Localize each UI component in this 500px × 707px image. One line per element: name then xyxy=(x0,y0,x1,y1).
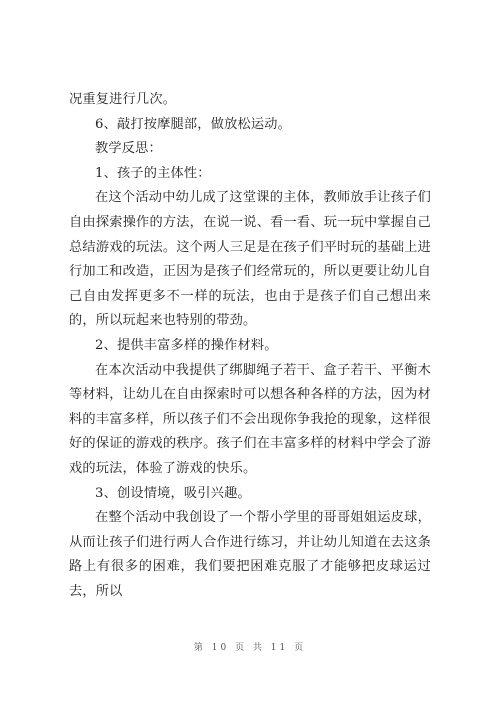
subheading-3: 3、创设情境，吸引兴趣。 xyxy=(95,485,251,501)
paragraph-2: 在本次活动中我提供了绑脚绳子若干、盒子若干、平衡木等材料，让幼儿在自由探索时可以想各种各样的方法，因为材料的丰富多样，所以孩子们不会出现你争我抢的现象，这样很好的保证的游戏的秩序。孩子们在丰富多样的材料中学会了游戏的玩法，体验了游戏的快乐。 xyxy=(69,362,431,476)
section-heading-reflection: 教学反思： xyxy=(95,141,162,157)
paragraph-continuation: 况重复进行几次。 xyxy=(69,92,177,107)
subheading-1: 1、孩子的主体性： xyxy=(95,165,211,181)
document-body xyxy=(69,88,431,604)
page-footer: 第 10 页 共 11 页 xyxy=(193,643,307,653)
paragraph-step-6: 6、敲打按摩腿部，做放松运动。 xyxy=(95,116,292,132)
paragraph-3: 在整个活动中我创设了一个帮小学里的哥哥姐姐运皮球，从而让孩子们进行两人合作进行练习，并让幼儿知道在去这条路上有很多的困难，我们要把困难克服了才能够把皮球运过去，所以 xyxy=(69,510,431,599)
subheading-2: 2、提供丰富多样的操作材料。 xyxy=(95,337,278,353)
paragraph-1: 在这个活动中幼儿成了这堂课的主体，教师放手让孩子们自由探索操作的方法，在说一说、看一看、玩一玩中掌握自己总结游戏的玩法。这个两人三足是在孩子们平时玩的基础上进行加工和改造，正因为是孩子们经常玩的，所以更要让幼儿自己自由发挥更多不一样的玩法，也由于是孩子们自己想出来的，所以玩起来也特别的带劲。 xyxy=(69,190,431,329)
